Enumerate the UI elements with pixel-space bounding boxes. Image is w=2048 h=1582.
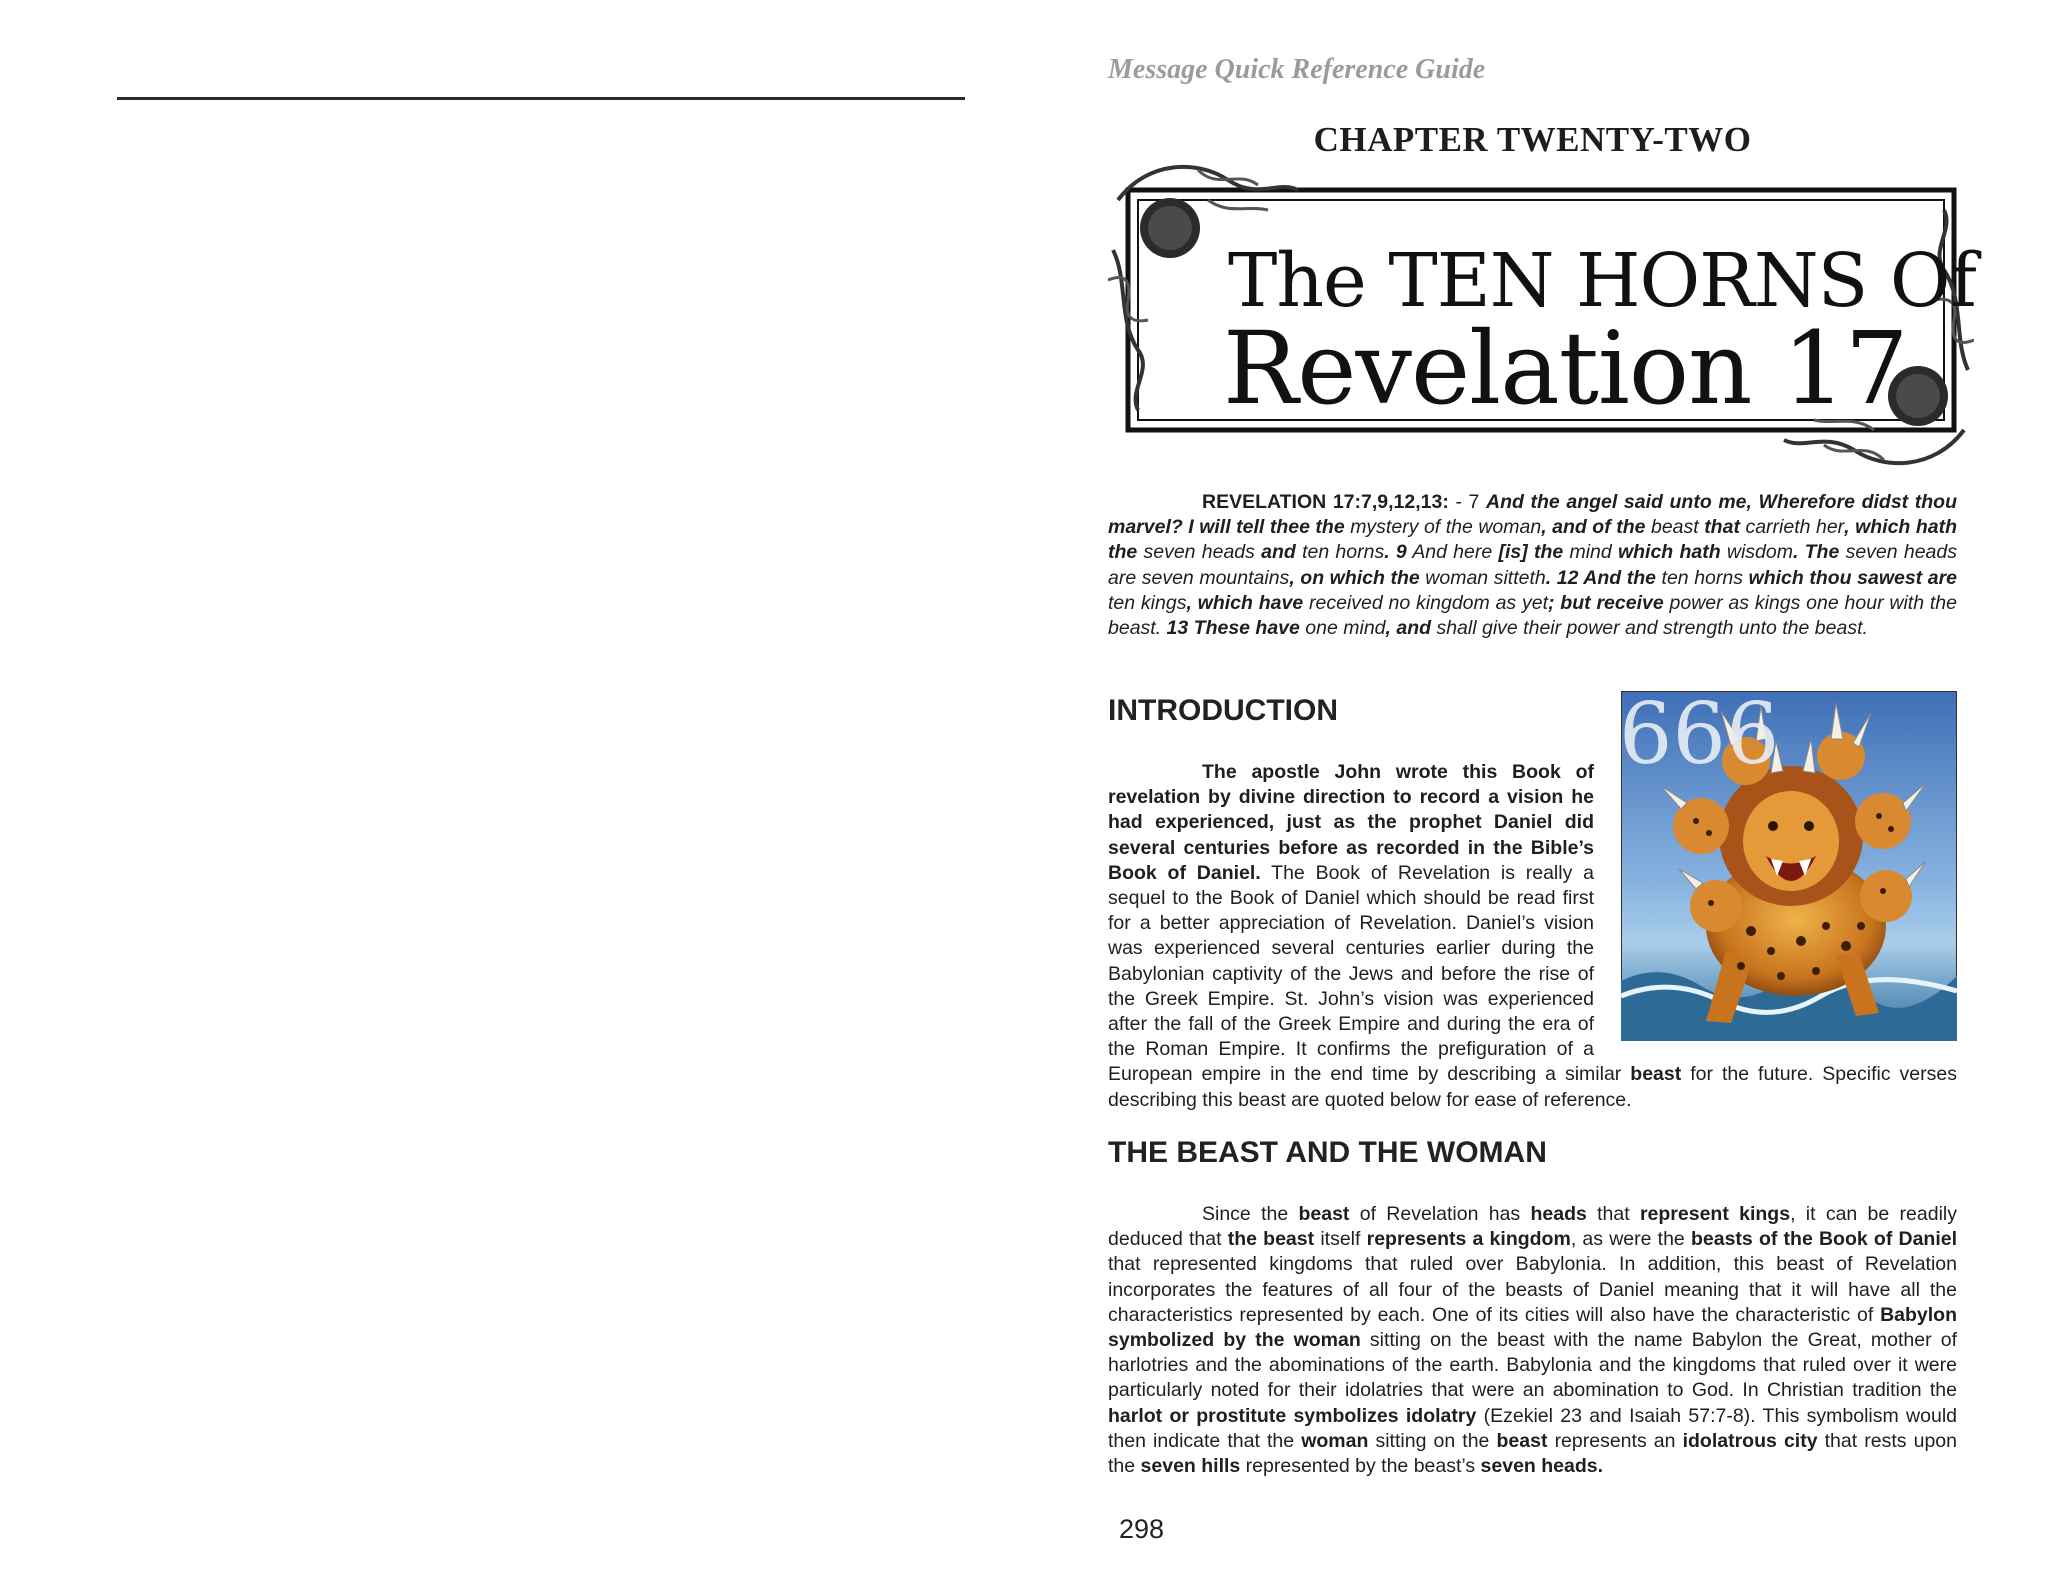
scripture-passage: REVELATION 17:7,9,12,13: - 7 And the angel said unto me, Wherefore didst thou marvel? I will tell thee the mystery of the woman, and of the beast that carrieth her, which hath the seven heads and ten horns. 9 And here [is] the mind which hath wisdom. The seven heads are seven mountains, on which the woman sitteth. 12 And the ten horns which thou sawest are ten kings, which have received no kingdom as yet; but receive power as kings one hour with the beast. 13 These have one mind, and shall give their power and strength unto the beast. <box>1108 491 1958 640</box>
banner-title-line2: Revelation 17 <box>1223 310 1908 427</box>
chapter-title: CHAPTER TWENTY-TWO <box>1313 120 1752 159</box>
beast-woman-heading: THE BEAST AND THE WOMAN <box>1108 1136 1547 1169</box>
introduction-heading: INTRODUCTION <box>1108 694 1338 727</box>
title-banner <box>1108 160 1974 478</box>
running-head: Message Quick Reference Guide <box>1108 54 1486 85</box>
banner-title-line1: The TEN HORNS Of <box>1228 238 1976 324</box>
scripture-reference: REVELATION 17:7,9,12,13: <box>1202 491 1449 513</box>
page-number: 298 <box>1119 1514 1165 1544</box>
image-wrap-spacer <box>1594 760 1957 1050</box>
introduction-text: The apostle John wrote this Book of revelation by divine direction to record a vision he had experienced, just as the prophet Daniel did several centuries before as recorded in the Bible’s Book of Daniel. The Book of Revelation is really a sequel to the Book of Daniel which should be read first for a better appreciation of Revelation. Daniel’s vision was experienced several centuries earlier during the Babylonian captivity of the Jews and before the rise of the Greek Empire. St. John’s vision was experienced after the fall of the Greek Empire and during the era of the Roman Empire. It confirms the prefiguration of a European empire in the end time by describing a similar beast for the future. Specific verses describing this beast are quoted below for ease of reference. <box>1108 761 1957 1111</box>
right-page <box>1024 0 2048 1582</box>
beast-woman-text: Since the beast of Revelation has heads that represent kings, it can be readily deduced that the beast itself represents a kingdom, as were the beasts of the Book of Daniel that represented kingdoms that ruled over Babylonia. In addition, this beast of Revelation incorporates the features of all four of the beasts of Daniel meaning that it will have all the characteristics represented by each. One of its cities will also have the characteristic of Babylon symbolized by the woman sitting on the beast with the name Babylon the Great, mother of harlotries and the abominations of the earth. Babylonia and the kingdoms that ruled over it were particularly noted for their idolatries that were an abomination to God. In Christian tradition the harlot or prostitute symbolizes idolatry (Ezekiel 23 and Isaiah 57:7-8). This symbolism would then indicate that the woman sitting on the beast represents an idolatrous city that rests upon the seven hills represented by the beast’s seven heads. <box>1108 1203 1958 1478</box>
image-number-666: 666 <box>1621 691 1780 783</box>
header-rule <box>117 97 965 100</box>
